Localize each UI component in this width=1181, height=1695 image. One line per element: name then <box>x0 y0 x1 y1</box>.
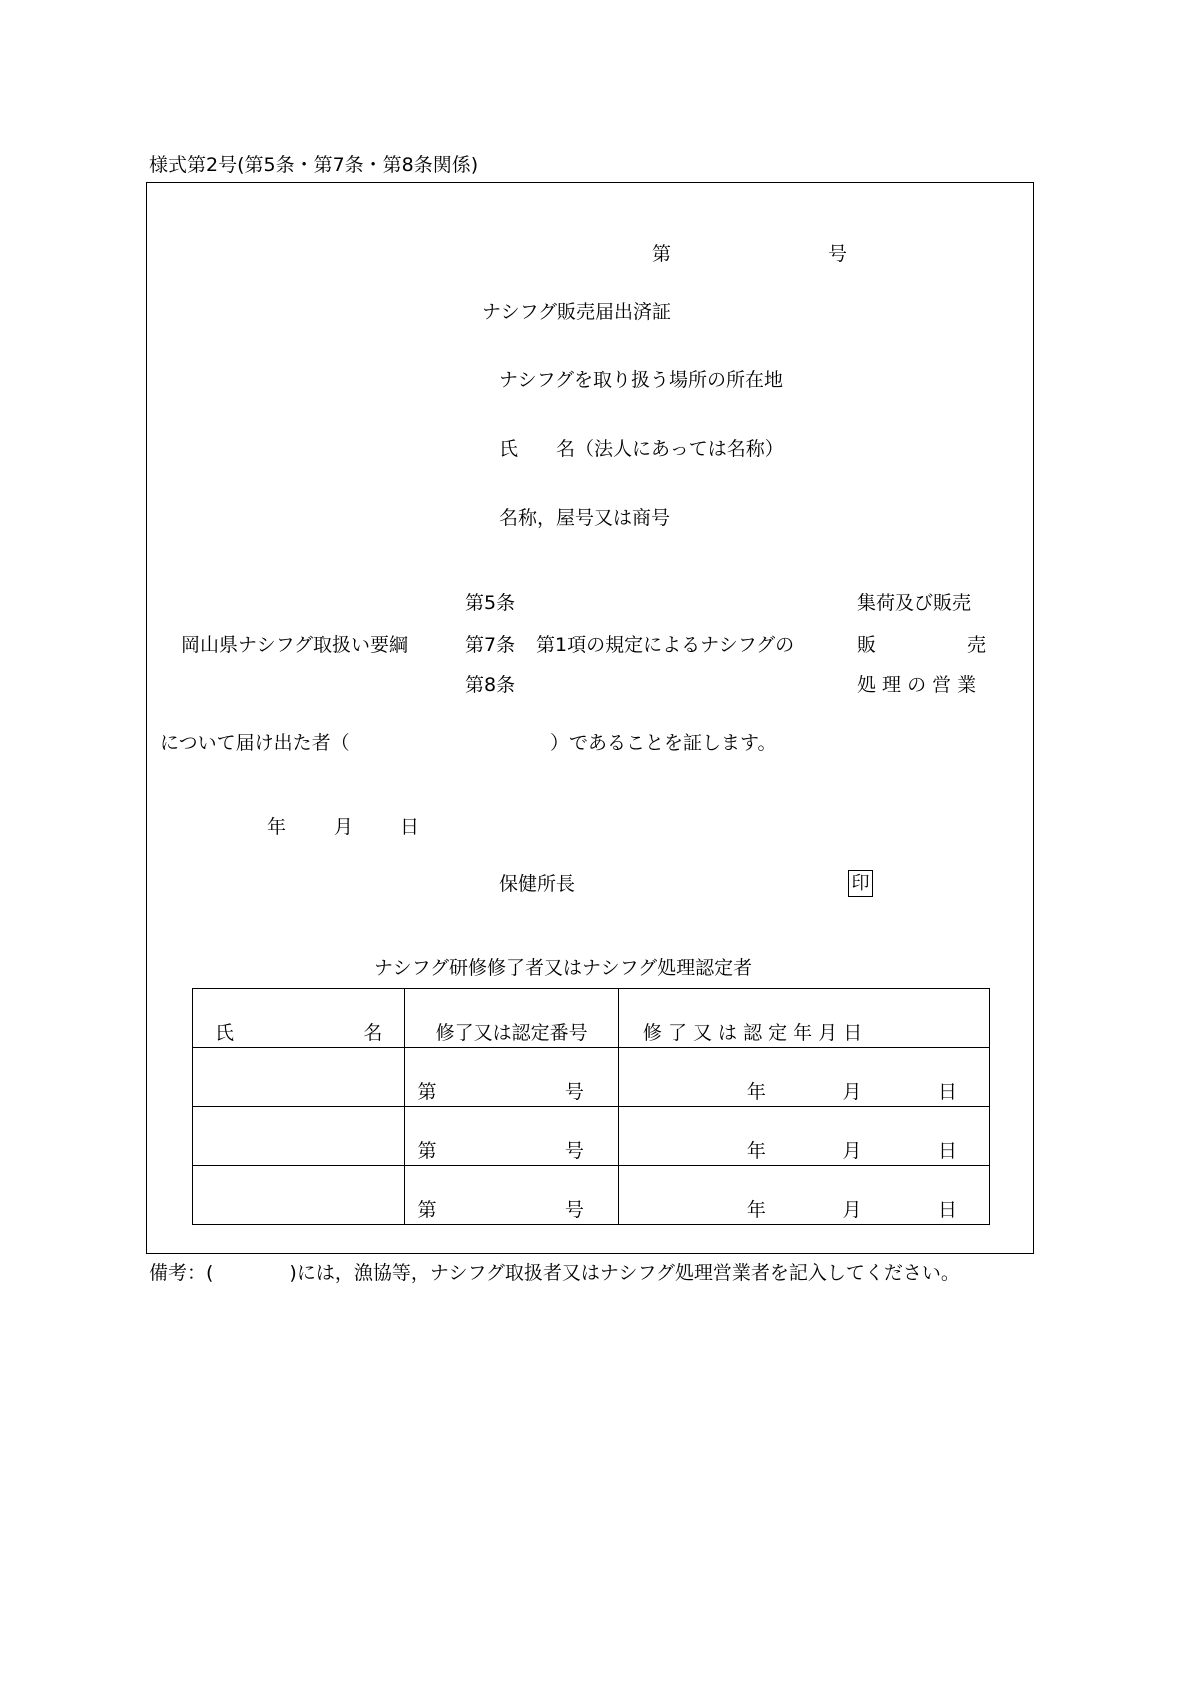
date-year: 年 <box>267 816 287 838</box>
row-day: 日 <box>937 1199 957 1221</box>
article-8: 第8条 <box>465 674 516 696</box>
row-year: 年 <box>746 1199 766 1221</box>
row-dai: 第 <box>417 1140 437 1162</box>
issuer-label: 保健所長 <box>499 873 576 895</box>
article-5: 第5条 <box>465 592 516 614</box>
row-year: 年 <box>746 1140 766 1162</box>
row-year: 年 <box>746 1081 766 1103</box>
number-go: 号 <box>828 243 848 265</box>
header-date: 修 了 又 は 認 定 年 月 日 <box>642 1022 863 1044</box>
date-day: 日 <box>400 816 420 838</box>
type-processing: 処 理 の 営 業 <box>857 674 977 696</box>
table-header-row <box>193 989 990 1048</box>
form-label: 様式第2号(第5条・第7条・第8条関係) <box>149 154 479 176</box>
certify-suffix: ）であることを証します。 <box>550 732 777 754</box>
footnote: 備考：( )には，漁協等，ナシフグ取扱者又はナシフグ処理営業者を記入してください。 <box>149 1262 960 1284</box>
header-name-right: 名 <box>363 1022 383 1044</box>
row-month: 月 <box>842 1081 862 1103</box>
trainee-table <box>192 988 990 1225</box>
table-title: ナシフグ研修修了者又はナシフグ処理認定者 <box>374 957 753 979</box>
row-day: 日 <box>937 1140 957 1162</box>
field-trade-name: 名称，屋号又は商号 <box>499 507 671 529</box>
header-name-left: 氏 <box>215 1022 235 1044</box>
row-go: 号 <box>564 1199 584 1221</box>
row-month: 月 <box>842 1199 862 1221</box>
certificate-title: ナシフグ販売届出済証 <box>482 301 672 323</box>
name-cell[interactable] <box>193 1107 405 1166</box>
row-dai: 第 <box>417 1199 437 1221</box>
article-7: 第7条 <box>465 634 516 656</box>
header-number: 修了又は認定番号 <box>435 1022 588 1044</box>
date-month: 月 <box>334 816 354 838</box>
type-sell: 販 売 <box>857 634 986 656</box>
table-row <box>193 1107 990 1166</box>
certify-prefix: について届け出た者（ <box>160 732 350 754</box>
row-go: 号 <box>564 1140 584 1162</box>
row-dai: 第 <box>417 1081 437 1103</box>
name-cell[interactable] <box>193 1166 405 1225</box>
seal-mark: 印 <box>848 870 873 897</box>
field-name: 氏 名（法人にあっては名称） <box>499 438 784 460</box>
table-row <box>193 1048 990 1107</box>
type-collect-sell: 集荷及び販売 <box>857 592 972 614</box>
number-dai: 第 <box>652 243 672 265</box>
table-row <box>193 1166 990 1225</box>
row-day: 日 <box>937 1081 957 1103</box>
regulation-name: 岡山県ナシフグ取扱い要綱 <box>181 634 409 656</box>
field-location: ナシフグを取り扱う場所の所在地 <box>499 369 784 391</box>
name-cell[interactable] <box>193 1048 405 1107</box>
row-go: 号 <box>564 1081 584 1103</box>
regulation-clause: 第1項の規定によるナシフグの <box>536 634 795 656</box>
row-month: 月 <box>842 1140 862 1162</box>
